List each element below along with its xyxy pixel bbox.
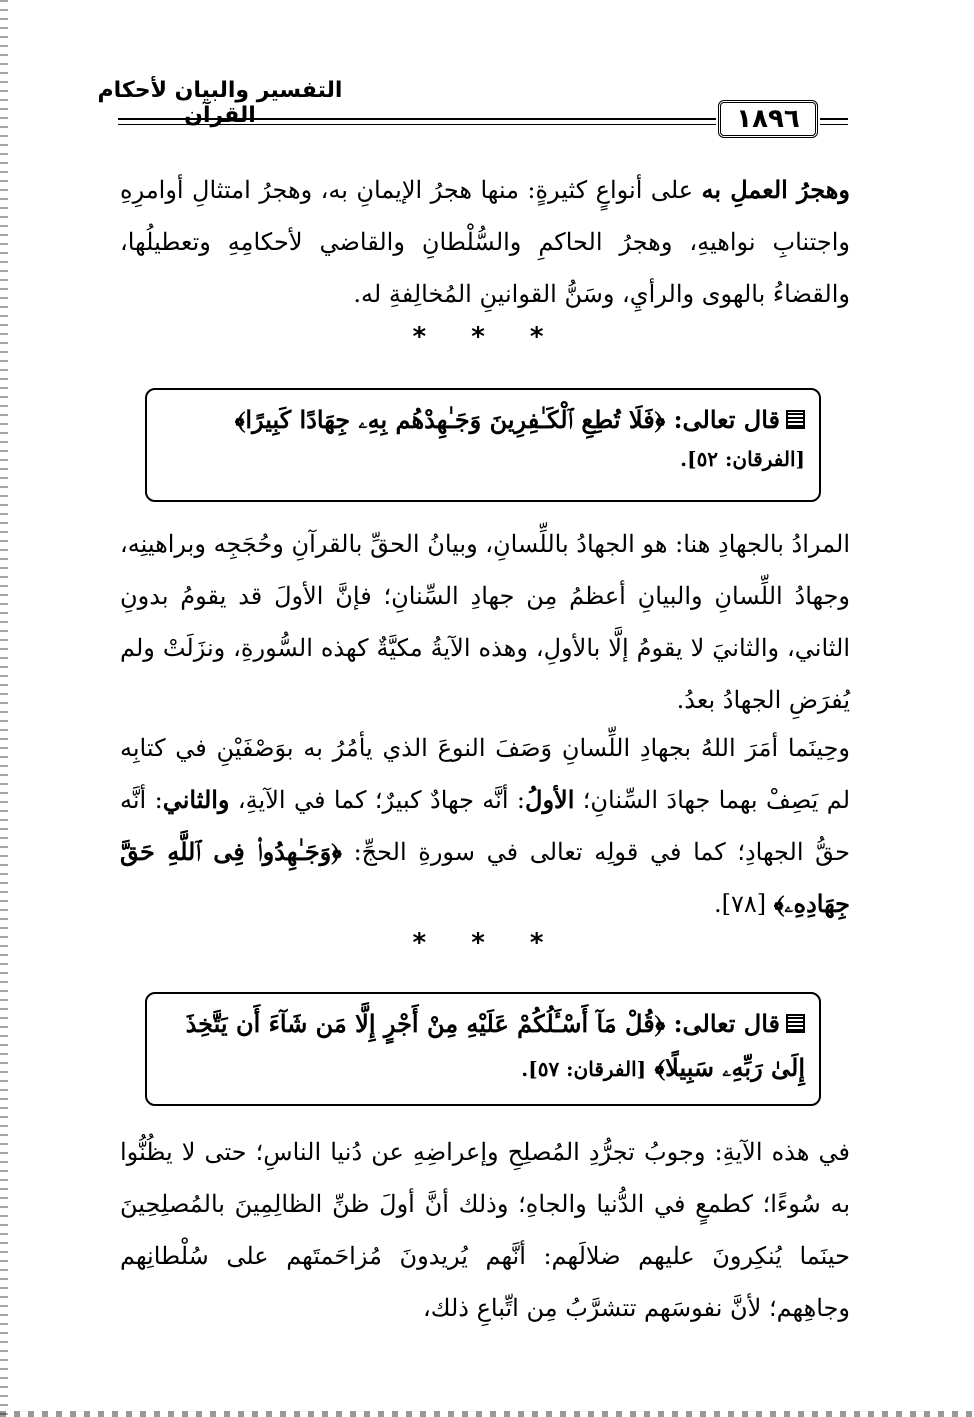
verse-box-2: [145, 992, 821, 1106]
paragraph-3-text-b: : أنَّه جهادٌ كبيرٌ؛ كما في الآيةِ،: [229, 786, 525, 814]
paragraph-3-reference: [٧٨].: [713, 890, 774, 918]
paragraph-2: المرادُ بالجهادِ هنا: هو الجهادُ باللِّسانِ، وبيانُ الحقِّ بالقرآنِ وحُجَجِه وبراهينِه، وجهادُ اللِّسانِ والبيانِ أعظمُ مِن جهادِ السِّنانِ؛ فإنَّ الأولَ قد يقومُ بدونِ الثاني، والثانيَ لا يقومُ إلَّا بالأولِ، وهذه الآيةُ مكيَّةٌ كهذه السُّورةِ، ونزَلَتْ ولم يُفرَضِ الجهادُ بعدُ.: [120, 530, 850, 714]
paragraph-1: [120, 164, 850, 320]
paragraph-3-text-a: وحِينَما أمَرَ اللهُ بجهادِ اللِّسانِ وَصَفَ النوعَ الذي يأمُرُ به بوَصْفَيْنِ في كتابِه لم يَصِفْ بهما جهادَ السِّنانِ؛: [120, 734, 851, 814]
verse-2-text: ﴿قُلْ مَآ أَسْـَٔلُكُمْ عَلَيْهِ مِنْ أَجْرٍ إِلَّا مَن شَآءَ أَن يَتَّخِذَ إِلَىٰ رَبِّهِۦ سَبِيلًا﴾: [185, 1009, 805, 1082]
scan-edge-left: [0, 0, 8, 1417]
paragraph-3: [120, 722, 850, 930]
header-rule: [118, 118, 716, 120]
verse-2-reference: [الفرقان: ٥٧].: [521, 1057, 647, 1081]
header-rule: [820, 124, 848, 125]
paragraph-3-quote: ﴿وَجَـٰهِدُوا۟ فِى ٱللَّهِ حَقَّ جِهَادِهِۦ﴾: [120, 837, 850, 918]
running-header-title: التفسير والبيان لأحكام القرآن: [97, 78, 343, 128]
paragraph-3-lead-first: الأولُ: [525, 785, 575, 814]
verse-1-intro: قال تعالى:: [673, 405, 780, 434]
header-rule: [118, 124, 716, 125]
verse-2-intro: قال تعالى:: [673, 1009, 780, 1038]
verse-1-text: ﴿فَلَا تُطِعِ ٱلْكَـٰفِرِينَ وَجَـٰهِدْهُم بِهِۦ جِهَادًا كَبِيرًا﴾: [234, 405, 666, 434]
header-rule: [820, 118, 848, 120]
verse-1-reference: [الفرقان: ٥٢].: [680, 447, 805, 471]
paragraph-3-text-c: : أنَّه حقُّ الجهادِ؛ كما في قولِه تعالى في سورةِ الحجِّ:: [120, 786, 850, 866]
paragraph-1-text: على أنواعٍ كثيرةٍ: منها هجرُ الإيمانِ به، وهجرُ امتثالِ أوامرِهِ واجتنابِ نواهيهِ، وهجرُ الحاكمِ والسُّلْطانِ والقاضي لأحكامِهِ وتعطيلُها، والقضاءُ بالهوى والرأيِ، وسَنُّ القوانينِ المُخالِفةِ له.: [120, 176, 850, 308]
verse-marker-icon: [786, 410, 805, 429]
scan-edge-bottom: [0, 1411, 974, 1417]
verse-box-1: [145, 388, 821, 502]
paragraph-3-lead-second: والثاني: [162, 785, 230, 814]
paragraph-4: في هذه الآيةِ: وجوبُ تجرُّدِ المُصلِحِ وإعراضِهِ عن دُنيا الناسِ؛ حتى لا يظُنُّوا به سُوءًا؛ كطمعٍ في الدُّنيا والجاهِ؛ وذلك أنَّ أولَ ظنِّ الظالِمِينَ بالمُصلِحِينَ حينَما يُنكِرونَ عليهم ضلالَهم: أنَّهم يُريدونَ مُزاحَمتَهم على سُلْطانِهم وجاهِهم؛ لأنَّ نفوسَهم تتشرَّبُ مِن اتِّباعِ ذلك،: [120, 1138, 850, 1322]
paragraph-1-lead: وهجرُ العملِ به: [701, 175, 850, 204]
section-separator: * * *: [412, 322, 562, 352]
section-separator: * * *: [412, 928, 562, 958]
page-number: ١٨٩٦: [718, 100, 818, 138]
verse-marker-icon: [786, 1014, 805, 1033]
